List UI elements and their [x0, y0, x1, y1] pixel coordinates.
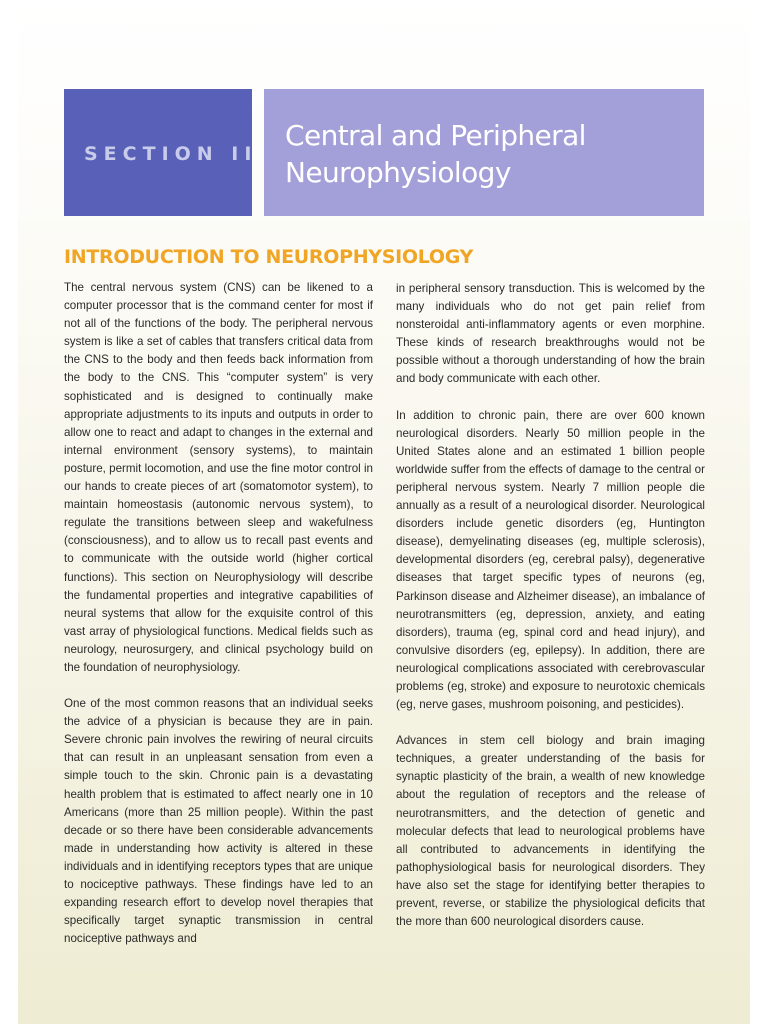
left-paragraph-1: The central nervous system (CNS) can be likened to a computer processor that is the command center for most if not all of the functions of the body. The peripheral nervous system is like a set of cables that transfers critical data from the CNS to the body and then feeds back information from the body to the CNS. This “computer system” is very sophisticated and is designed to continually make appropriate adjustments to its inputs and outputs in order to allow one to react and adapt to changes in the external and internal environment (sensory systems), to maintain posture, permit locomotion, and use the fine motor control in our hands to create pieces of art (somatomotor system), to maintain homeostasis (autonomic nervous system), to regulate the transitions between sleep and wakefulness (consciousness), and to allow us to recall past events and to communicate with the outside world (higher cortical functions). This section on Neurophysiology will describe the fundamental properties and integrative capabilities of neural systems that allow for the exquisite control of this vast array of physiological functions. Medical fields such as neurology, neurosurgery, and clinical psychology build on the foundation of neurophysiology. [64, 281, 373, 674]
right-paragraph-3: Advances in stem cell biology and brain imaging techniques, a greater understanding of the basis for synaptic plasticity of the brain, a wealth of new knowledge about the regulation of receptors and the release of neurotransmitters, and the detection of genetic and molecular defects that lead to neurological problems have all contributed to advancements in identifying the pathophysiological basis for neurological disorders. They have also set the stage for identifying better therapies to prevent, reverse, or stabilize the physiological deficits that the more than 600 neurological disorders cause. [396, 734, 705, 929]
right-paragraph-1: in peripheral sensory transduction. This is welcomed by the many individuals who do not get pain relief from nonsteroidal anti-inflammatory agents or even morphine. These kinds of research breakthroughs would not be possible without a thorough understanding of how the brain and body communicate with each other. [396, 282, 705, 386]
section-label: SECTION II [84, 143, 258, 165]
section-title [285, 117, 586, 191]
section-title-box [264, 89, 704, 216]
section-label-box [64, 89, 258, 216]
chapter-heading: INTRODUCTION TO NEUROPHYSIOLOGY [64, 246, 474, 268]
right-column [396, 280, 705, 949]
section-title-line-2: Neurophysiology [285, 156, 511, 189]
section-banner [64, 89, 704, 216]
section-title-line-1: Central and Peripheral [285, 119, 586, 152]
right-paragraph-2: In addition to chronic pain, there are over 600 known neurological disorders. Nearly 50 million people in the United States alone and an estimated 1 billion people worldwide suffer from the effects of damage to the central or peripheral nervous system. Nearly 7 million people die annually as a result of a neurological disorder. Neurological disorders include genetic disorders (eg, Huntington disease), demyelinating diseases (eg, multiple sclerosis), developmental disorders (eg, cerebral palsy), degenerative diseases that target specific types of neurons (eg, Parkinson disease and Alzheimer disease), an imbalance of neurotransmitters (eg, depression, anxiety, and eating disorders), trauma (eg, spinal cord and head injury), and convulsive disorders (eg, epilepsy). In addition, there are neurological complications associated with cerebrovascular problems (eg, stroke) and exposure to neurotoxic chemicals (eg, nerve gases, mushroom poisoning, and pesticides). [396, 408, 705, 712]
left-paragraph-2: One of the most common reasons that an individual seeks the advice of a physician is because they are in pain. Severe chronic pain involves the rewiring of neural circuits that can result in an unpleasant sensation from even a simple touch to the skin. Chronic pain is a devastating health problem that is estimated to affect nearly one in 10 Americans (more than 25 million people). Within the past decade or so there have been considerable advancements made in understanding how activity is altered in these individuals and in identifying receptors types that are unique to nociceptive pathways. These findings have led to an expanding research effort to develop novel therapies that specifically target synaptic transmission in central nociceptive pathways and [64, 697, 373, 946]
left-column [64, 279, 373, 966]
